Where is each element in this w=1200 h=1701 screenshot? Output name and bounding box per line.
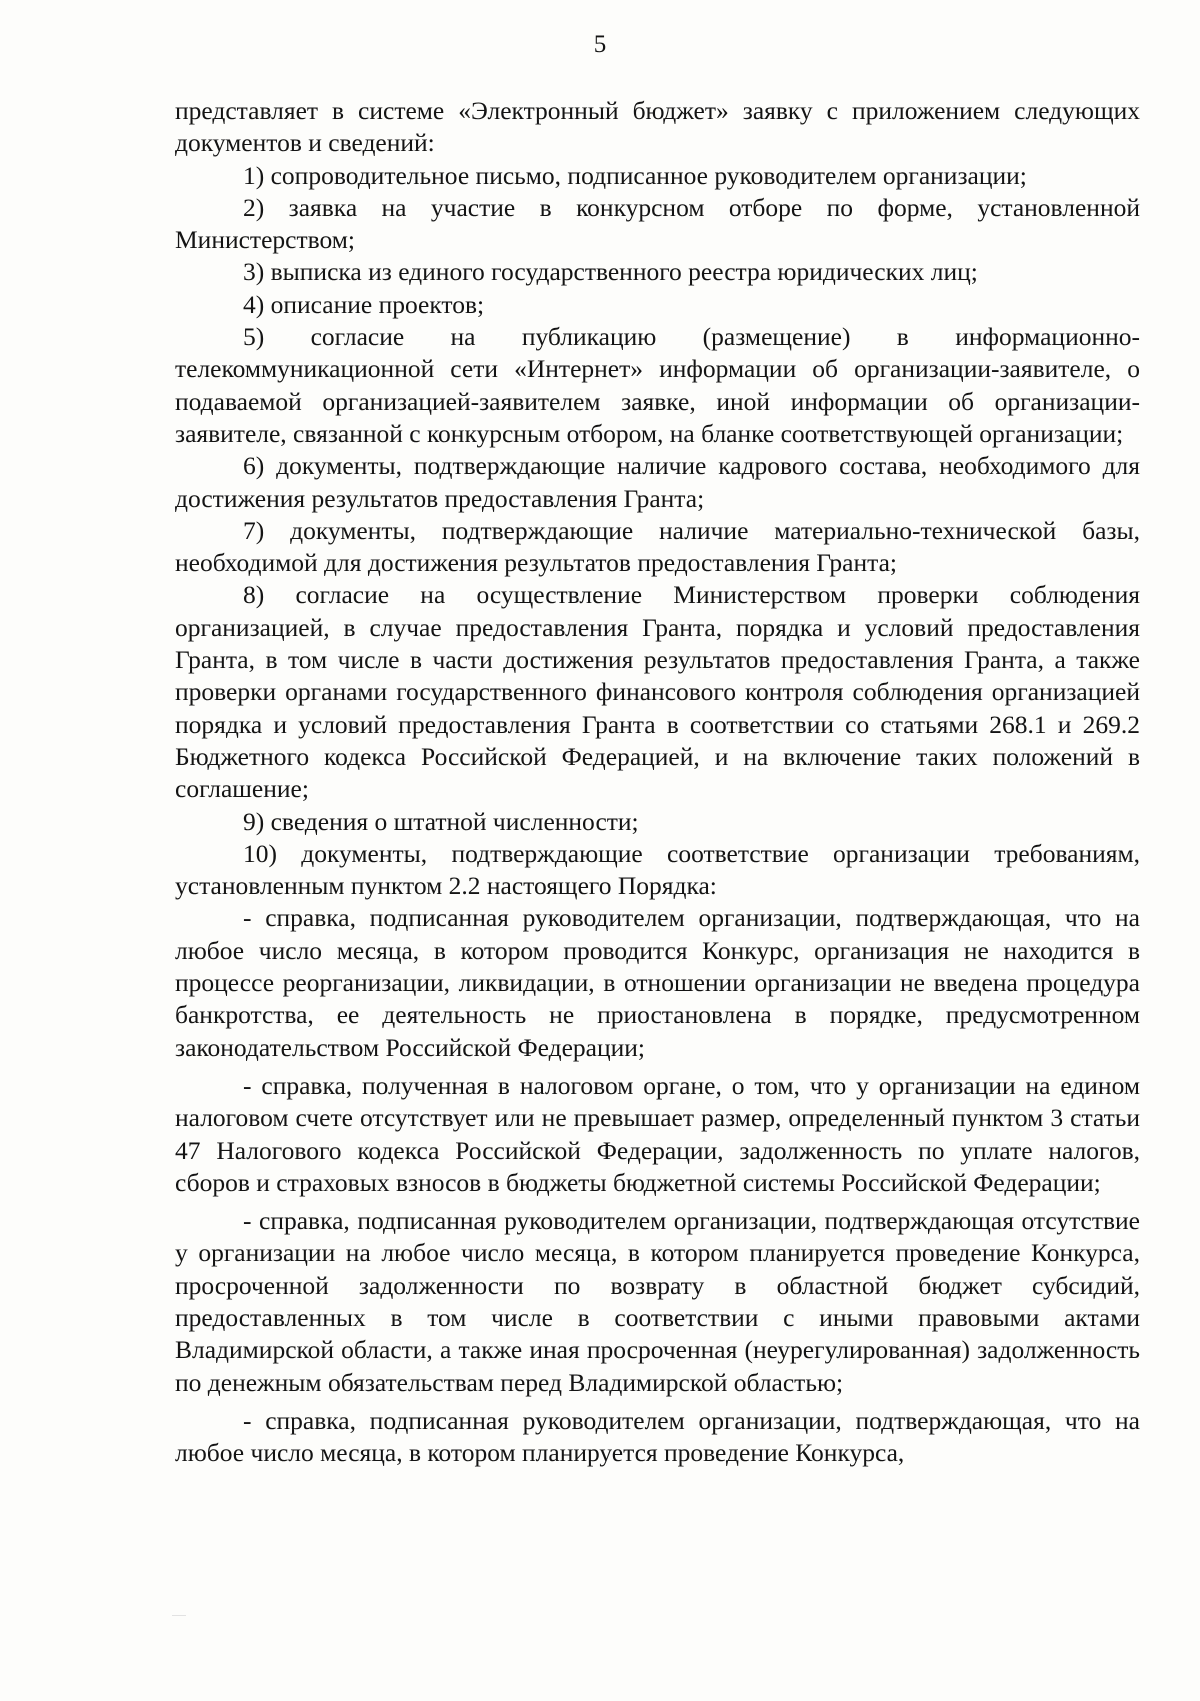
sub-item-reorganization-certificate: - справка, подписанная руководителем организации, подтверждающая, что на любое число месяца, в котором проводится Конкурс, организация не находится в процессе реорганизации, ликвидации, в отношении организации не введена процедура банкротства, ее деятельность не приостановлена в порядке, предусмотренном законодательством Российской Федерации;: [175, 903, 1140, 1062]
list-item-7: 7) документы, подтверждающие наличие материально-технической базы, необходимой для достижения результатов предоставления Гранта;: [175, 515, 1140, 578]
scan-artifact: [172, 1615, 186, 1616]
list-item-9: 9) сведения о штатной численности;: [243, 806, 639, 836]
list-item-2: 2) заявка на участие в конкурсном отборе по форме, установленной Министерством;: [175, 192, 1140, 255]
page-number: 5: [593, 31, 607, 58]
list-item-10: 10) документы, подтверждающие соответствие организации требованиям, установленным пунктом 2.2 настоящего Порядка:: [175, 838, 1140, 901]
sub-item-debt-certificate: - справка, подписанная руководителем организации, подтверждающая отсутствие у организации на любое число месяца, в котором планируется проведение Конкурса, просроченной задолженности по возврату в областной бюджет субсидий, предоставленных в том числе в соответствии с иными правовыми актами Владимирской области, а также иная просроченная (неурегулированная) задолженность по денежным обязательствам перед Владимирской областью;: [175, 1206, 1140, 1397]
list-item-5: 5) согласие на публикацию (размещение) в информационно-телекоммуникационной сети «Интернет» информации об организации-заявителе, о подаваемой организацией-заявителем заявке, иной информации об организации-заявителе, связанной с конкурсным отбором, на бланке соответствующей организации;: [175, 322, 1140, 448]
sub-item-tax-certificate: - справка, полученная в налоговом органе, о том, что у организации на едином налоговом счете отсутствует или не превышает размер, определенный пунктом 3 статьи 47 Налогового кодекса Российской Федерации, задолженность по уплате налогов, сборов и страховых взносов в бюджеты бюджетной системы Российской Федерации;: [175, 1070, 1140, 1197]
list-item-8: 8) согласие на осуществление Министерством проверки соблюдения организацией, в случае предоставления Гранта, порядка и условий предоставления Гранта, в том числе в части достижения результатов предоставления Гранта, а также проверки органами государственного финансового контроля соблюдения организацией порядка и условий предоставления Гранта в соответствии со статьями 268.1 и 269.2 Бюджетного кодекса Российской Федерацией, и на включение таких положений в соглашение;: [175, 580, 1140, 804]
list-item-1: 1) сопроводительное письмо, подписанное руководителем организации;: [243, 160, 1027, 190]
sub-item-final-certificate: - справка, подписанная руководителем организации, подтверждающая, что на любое число месяца, в котором планируется проведение Конкурса,: [175, 1405, 1140, 1468]
paragraph-intro: представляет в системе «Электронный бюджет» заявку с приложением следующих документов и сведений:: [175, 96, 1140, 158]
list-item-4: 4) описание проектов;: [243, 289, 485, 319]
list-item-6: 6) документы, подтверждающие наличие кадрового состава, необходимого для достижения результатов предоставления Гранта;: [175, 451, 1140, 513]
document-body: [175, 95, 1140, 1469]
list-item-3: 3) выписка из единого государственного реестра юридических лиц;: [243, 257, 978, 287]
